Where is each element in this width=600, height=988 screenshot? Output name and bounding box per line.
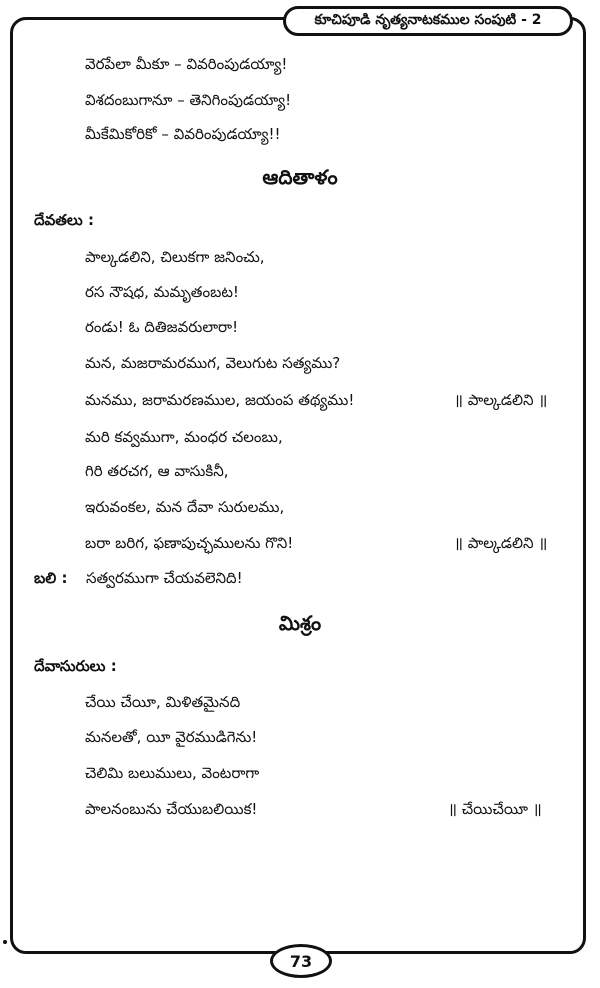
verse-line: రండు! ఓ దితిజవరులారా!	[85, 318, 239, 336]
verse-line: మనలతో, యీ వైరముడిగెను!	[85, 728, 258, 746]
verse-line: రస నౌషధ, మమృతంబట!	[85, 283, 239, 301]
verse-line: ఇరువంకల, మన దేవా సురులము,	[85, 498, 285, 516]
verse-line: గిరి తరచగ, ఆ వాసుకినీ,	[85, 462, 229, 480]
refrain-marker: ॥ చేయిచేయీ ॥	[448, 800, 542, 818]
speaker-label: దేవతలు :	[34, 211, 94, 229]
header-title: కూచిపూడి నృత్యనాటకముల సంపుటి - 2	[314, 11, 542, 28]
verse-line: మన, మజరామరముగ, వెలుగుట సత్యము?	[85, 354, 341, 372]
refrain-marker: ॥ పాల్కడలిని ॥	[454, 391, 548, 409]
section-heading: ఆదితాళం	[262, 165, 338, 189]
verse-line: మనము, జరామరణముల, జయంప తథ్యము!	[85, 391, 355, 409]
speaker-label: బలి :	[34, 569, 68, 587]
page-number-badge	[270, 944, 332, 978]
section-heading: మిశ్రం	[278, 611, 322, 635]
verse-line: పాల్కడలిని, చిలుకగా జనించు,	[85, 248, 265, 266]
speaker-label: దేవాసురులు :	[34, 657, 117, 675]
verse-line: విశదంబుగానూ – తెనిగింపుడయ్యా!	[85, 91, 292, 109]
verse-line: వెరపేలా మీకూ – వివరింపుడయ్యా!	[85, 55, 288, 73]
verse-line: చేయి చేయీ, మిళితమైనది	[85, 693, 241, 711]
verse-line: బరా బరిగ, ఫణాపుచ్ఛములను గొని!	[85, 534, 294, 552]
verse-line: సత్వరముగా చేయవలెనిది!	[86, 569, 243, 587]
verse-line: చెలిమి బలుములు, వెంటరాగా	[85, 764, 260, 782]
page-number: 73	[289, 951, 313, 971]
running-header	[283, 6, 573, 36]
verse-line: పాలనంబును చేయుబలియిక!	[85, 800, 258, 818]
verse-line: మీకేమికోరికో – వివరింపుడయ్యా!!	[85, 125, 281, 143]
ink-speck	[3, 940, 7, 944]
verse-line: మరి కవ్వముగా, మంధర చలంబు,	[85, 428, 283, 446]
refrain-marker: ॥ పాల్కడలిని ॥	[454, 534, 548, 552]
